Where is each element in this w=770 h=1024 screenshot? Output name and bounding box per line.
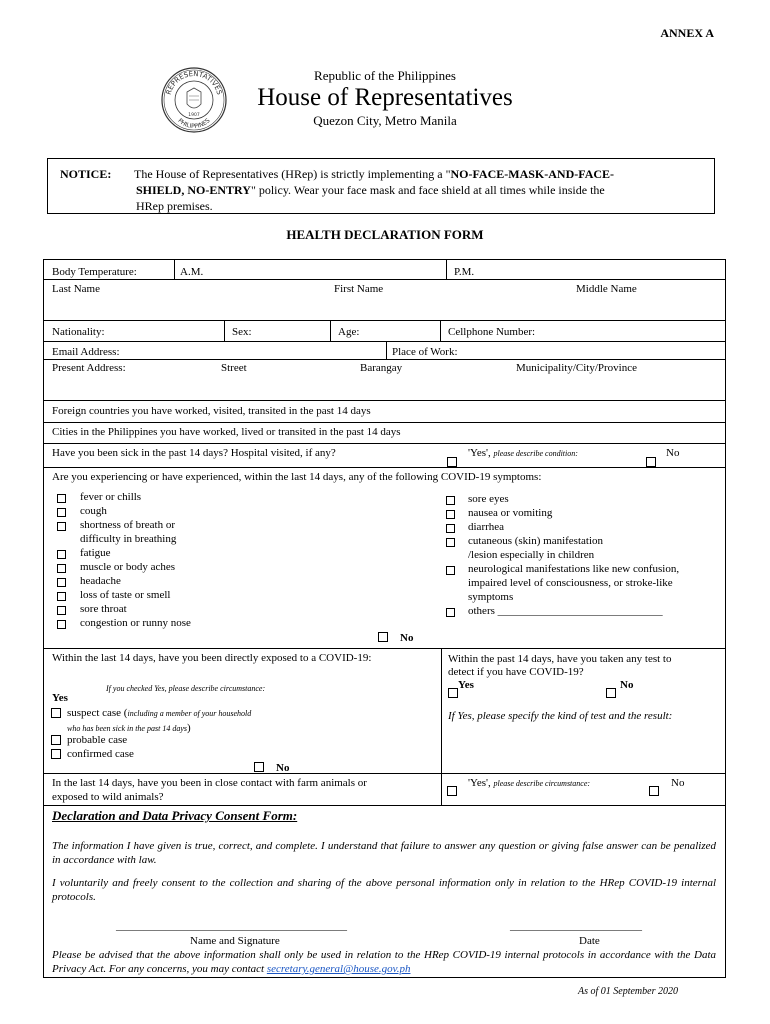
signature-label: Name and Signature <box>190 935 280 947</box>
animals-no-checkbox[interactable] <box>649 786 659 796</box>
notice-box <box>47 158 715 214</box>
header-city: Quezon City, Metro Manila <box>313 113 457 128</box>
symptom-checkbox[interactable] <box>57 592 66 601</box>
symptom-label: loss of taste or smell <box>80 589 171 601</box>
sick-yes-checkbox[interactable] <box>447 457 457 467</box>
symptom-label: sore throat <box>80 603 127 615</box>
symptom-label: others ______________________________ <box>468 605 663 617</box>
symptom-checkbox[interactable] <box>446 496 455 505</box>
middle-name-label: Middle Name <box>576 283 637 295</box>
symptom-checkbox[interactable] <box>446 510 455 519</box>
date-label: Date <box>579 935 600 947</box>
present-address-label: Present Address: <box>52 362 126 374</box>
body-temp-label: Body Temperature: <box>52 266 137 278</box>
notice-bold-1: NO-FACE-MASK-AND-FACE- <box>450 167 615 181</box>
symptom-label: congestion or runny nose <box>80 617 191 629</box>
symptom-checkbox[interactable] <box>446 566 455 575</box>
notice-label: NOTICE: <box>60 167 112 181</box>
first-name-label: First Name <box>334 283 384 295</box>
sick-no-checkbox[interactable] <box>646 457 656 467</box>
exposure-no-checkbox[interactable] <box>254 762 264 772</box>
exposure-no-label: No <box>276 762 290 774</box>
symptom-checkbox[interactable] <box>57 550 66 559</box>
symptoms-no-label: No <box>400 632 414 644</box>
sick-question: Have you been sick in the past 14 days? Hospital visited, if any? <box>52 447 336 459</box>
symptom-checkbox[interactable] <box>57 564 66 573</box>
test-yes-label: Yes <box>458 679 474 691</box>
test-no-checkbox[interactable] <box>606 688 616 698</box>
pm-label: P.M. <box>454 266 475 278</box>
sick-no-label: No <box>666 447 680 459</box>
suspect-case-note: who has been sick in the past 14 days) <box>67 722 191 734</box>
declaration-para-2: I voluntarily and freely consent to the collection and sharing of the above personal information only in relation to the HRep COVID-19 internal protocols. <box>52 877 716 903</box>
symptom-label: cough <box>80 505 107 517</box>
am-label: A.M. <box>180 266 204 278</box>
last-name-label: Last Name <box>52 283 100 295</box>
declaration-para-1: The information I have given is true, correct, and complete. I understand that failure to answer any question or giving false answer can be penalized in accordance with law. <box>52 840 716 866</box>
header-republic: Republic of the Philippines <box>314 68 456 83</box>
notice-text-2: " policy. Wear your face mask and face shield at all times while inside the <box>250 183 605 197</box>
symptom-checkbox[interactable] <box>57 620 66 629</box>
symptom-label: cutaneous (skin) manifestation <box>468 535 604 547</box>
animals-yes-label: 'Yes', please describe circumstance: <box>468 777 591 789</box>
confirmed-case-label: confirmed case <box>67 748 134 760</box>
symptoms-no-checkbox[interactable] <box>378 632 388 642</box>
symptom-label: shortness of breath or <box>80 519 176 531</box>
symptom-label: symptoms <box>468 591 514 603</box>
symptom-checkbox[interactable] <box>57 578 66 587</box>
symptom-label: impaired level of consciousness, or stroke-like <box>468 577 673 589</box>
email-label: Email Address: <box>52 346 120 358</box>
as-of-date: As of 01 September 2020 <box>578 986 678 997</box>
municipality-label: Municipality/City/Province <box>516 362 637 374</box>
symptom-label: muscle or body aches <box>80 561 175 573</box>
exposure-question: Within the last 14 days, have you been directly exposed to a COVID-19: <box>52 652 372 664</box>
symptom-checkbox[interactable] <box>446 524 455 533</box>
suspect-case-checkbox[interactable] <box>51 708 61 718</box>
suspect-case-label: suspect case (including a member of your household <box>67 707 252 719</box>
test-no-label: No <box>620 679 634 691</box>
test-specify: If Yes, please specify the kind of test and the result: <box>448 710 673 722</box>
symptom-label: neurological manifestations like new confusion, <box>468 563 680 575</box>
nationality-label: Nationality: <box>52 326 105 338</box>
seal-bottom-text: PHILIPPINES <box>176 117 212 131</box>
symptom-label: fatigue <box>80 547 111 559</box>
notice-bold-2: SHIELD, NO-ENTRY <box>136 183 251 197</box>
probable-case-label: probable case <box>67 734 128 746</box>
cities-label: Cities in the Philippines you have worked, lived or transited in the past 14 days <box>52 426 401 438</box>
symptom-label: /lesion especially in children <box>468 549 595 561</box>
foreign-countries-label: Foreign countries you have worked, visited, transited in the past 14 days <box>52 405 371 417</box>
street-label: Street <box>221 362 247 374</box>
declaration-title: Declaration and Data Privacy Consent Form: <box>52 808 298 823</box>
sick-yes-label: 'Yes', please describe condition: <box>468 447 578 459</box>
animals-yes-checkbox[interactable] <box>447 786 457 796</box>
symptom-checkbox[interactable] <box>57 494 66 503</box>
date-line[interactable]: ________________________ <box>510 920 642 932</box>
symptom-checkbox[interactable] <box>446 538 455 547</box>
header-house: House of Representatives <box>257 84 513 111</box>
cellphone-label: Cellphone Number: <box>448 326 536 338</box>
signature-line[interactable]: __________________________________________ <box>116 920 347 932</box>
symptom-label: fever or chills <box>80 491 142 503</box>
notice-text-1: The House of Representatives (HRep) is strictly implementing a " <box>134 167 451 181</box>
test-question-1: Within the past 14 days, have you taken any test to <box>448 653 672 665</box>
symptom-checkbox[interactable] <box>57 508 66 517</box>
symptom-label: headache <box>80 575 121 587</box>
animals-no-label: No <box>671 777 685 789</box>
annex-label: ANNEX A <box>660 26 714 40</box>
health-declaration-form <box>43 259 726 978</box>
symptom-checkbox[interactable] <box>57 606 66 615</box>
age-label: Age: <box>338 326 360 338</box>
exposure-yes-label: Yes <box>52 692 68 704</box>
symptom-label: diarrhea <box>468 521 505 533</box>
form-title: HEALTH DECLARATION FORM <box>286 227 484 242</box>
test-yes-checkbox[interactable] <box>448 688 458 698</box>
exposure-if-yes: If you checked Yes, please describe circumstance: <box>106 684 266 693</box>
contact-email-link[interactable]: secretary.general@house.gov.ph <box>266 963 411 975</box>
test-question-2: detect if you have COVID-19? <box>448 666 584 678</box>
notice-text-3: HRep premises. <box>136 199 213 213</box>
probable-case-checkbox[interactable] <box>51 735 61 745</box>
privacy-notice: Please be advised that the above information shall only be used in relation to the HRep COVID-19 internal protocols in accordance with the Data Privacy Act. For any concerns, you may contact secretary.general@house.gov.ph <box>52 949 716 975</box>
confirmed-case-checkbox[interactable] <box>51 749 61 759</box>
animals-question-1: In the last 14 days, have you been in close contact with farm animals or <box>52 777 367 789</box>
animals-question-2: exposed to wild animals? <box>52 791 164 803</box>
place-of-work-label: Place of Work: <box>392 346 458 358</box>
barangay-label: Barangay <box>360 362 403 374</box>
seal-top-text: REPRESENTATIVES <box>164 69 224 96</box>
symptoms-question: Are you experiencing or have experienced, within the last 14 days, any of the following COVID-19 symptoms: <box>52 471 542 483</box>
sex-label: Sex: <box>232 326 252 338</box>
symptom-label: difficulty in breathing <box>80 533 177 545</box>
symptom-label: nausea or vomiting <box>468 507 553 519</box>
symptom-checkbox[interactable] <box>57 522 66 531</box>
symptom-checkbox[interactable] <box>446 608 455 617</box>
seal-year: 1907 <box>188 113 200 118</box>
symptom-label: sore eyes <box>468 493 509 505</box>
